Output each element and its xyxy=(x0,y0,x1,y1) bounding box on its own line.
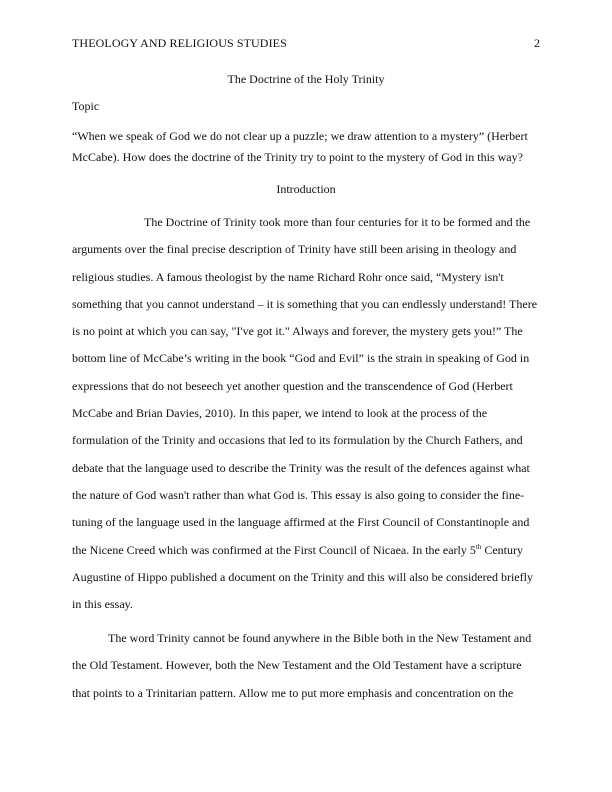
paragraph-text: The Doctrine of Trinity took more than four centuries for it to be formed and the arguments over the final precise description of Trinity have still been arising in theology and religious studies. A famous theologist by the name Richard Rohr once said, “Mystery isn't something that you cannot understand – it is something that you can endlessly understand! There is no point at which you can say, "I've got it." Always and forever, the mystery gets you!” The bottom line of McCabe’s writing in the book “God and Evil” is the strain in speaking of God in expressions that do not beseech yet another question and the transcendence of God (Herbert McCabe and Brian Davies, 2010). In this paper, we intend to look at the process of the formulation of the Trinity and occasions that led to its formulation by the Church Fathers, and debate that the language used to describe the Trinity was the result of the defences against what the nature of God wasn't rather than what God is. This essay is also going to consider the fine-tuning of the language used in the language affirmed at the First Council of Constantinople and the Nicene Creed which was confirmed at the First Council of Nicaea. In the early 5 xyxy=(72,215,538,557)
running-head: THEOLOGY AND RELIGIOUS STUDIES xyxy=(72,36,287,50)
topic-label: Topic xyxy=(72,99,100,113)
page-number: 2 xyxy=(534,36,540,50)
ordinal-superscript: th xyxy=(475,542,482,551)
paragraph-trinity-word: The word Trinity cannot be found anywhere in the Bible both in the New Testament and the Old Testament. However, both the New Testament and the Old Testament have a scripture that points to a Trinitarian pattern. Allow me to put more emphasis and concentration on the xyxy=(72,631,532,700)
section-heading-introduction: Introduction xyxy=(276,182,336,196)
document-title: The Doctrine of the Holy Trinity xyxy=(227,72,385,86)
essay-prompt: “When we speak of God we do not clear up a puzzle; we draw attention to a mystery” (Herbert McCabe). How does the doctrine of the Trinity try to point to the mystery of God in this way? xyxy=(72,129,528,164)
paragraph-introduction xyxy=(72,209,540,618)
paragraph-text-continued: Century Augustine of Hippo published a document on the Trinity and this will also be considered briefly in this essay. xyxy=(72,542,533,612)
